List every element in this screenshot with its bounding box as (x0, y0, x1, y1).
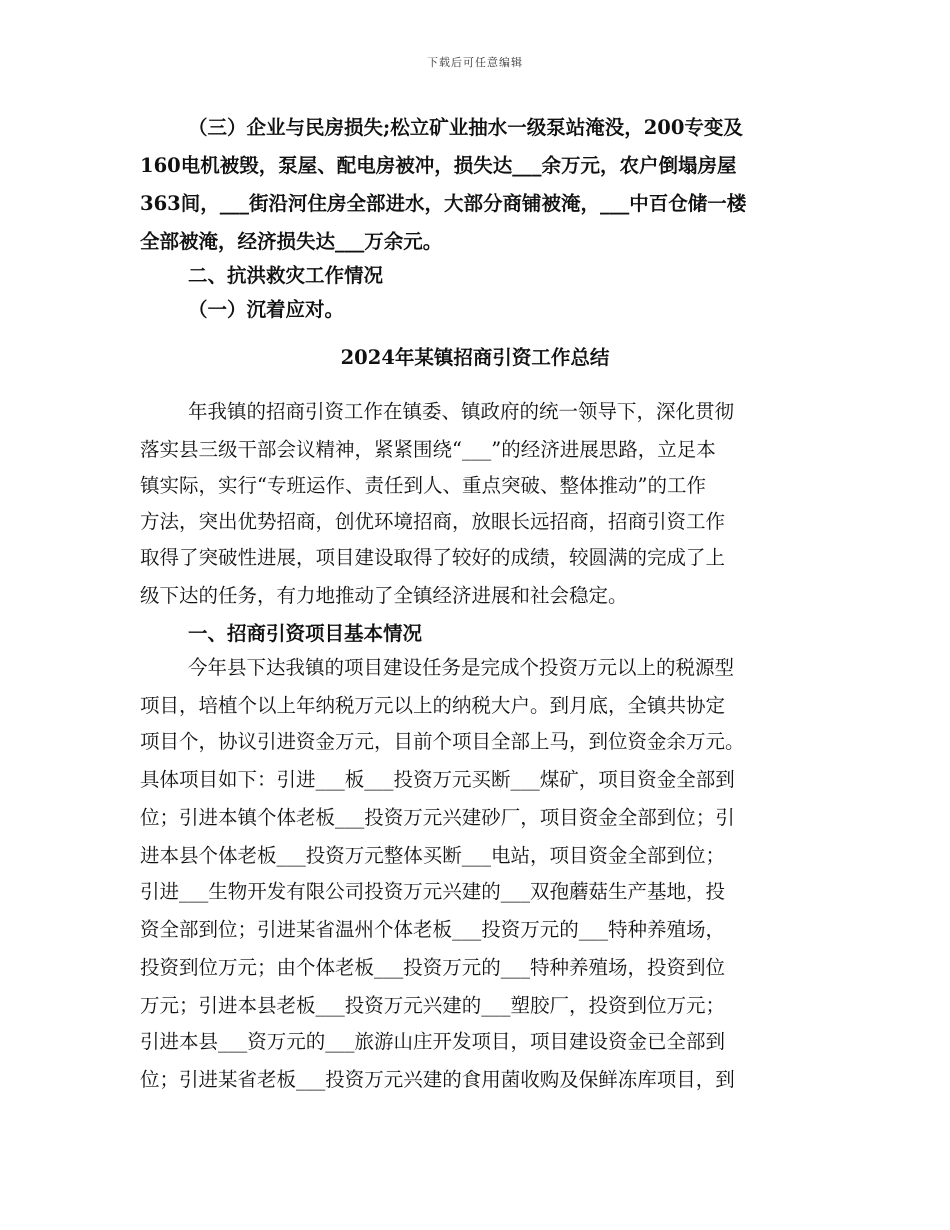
body-line-5: 取得了突破性进展，项目建设取得了较好的成绩，较圆满的完成了上 (140, 546, 726, 569)
body-line-14: 引进___生物开发有限公司投资万元兴建的___双孢蘑菇生产基地，投 (140, 880, 726, 903)
body-line-1: 年我镇的招商引资工作在镇委、镇政府的统一领导下，深化贯彻 (188, 400, 735, 423)
body-line-17: 万元；引进本县老板___投资万元兴建的___塑胶厂，投资到位万元； (140, 994, 726, 1017)
page-header: 下载后可任意编辑 (427, 56, 523, 69)
body-line-15: 资全部到位；引进某省温州个体老板___投资万元的___特种养殖场， (140, 918, 726, 941)
prev-line-4: 全部被淹，经济损失达___万余元。 (140, 230, 443, 253)
body-line-6: 级下达的任务，有力地推动了全镇经济进展和社会稳定。 (140, 584, 628, 607)
body-line-4: 方法，突出优势招商，创优环境招商，放眼长远招商，招商引资工作 (140, 510, 726, 533)
body-line-18: 引进本县___资万元的___旅游山庄开发项目，项目建设资金已全部到 (140, 1030, 726, 1053)
prev-line-2: 160电机被毁，泵屋、配电房被冲，损失达___余万元，农户倒塌房屋 (140, 154, 737, 177)
prev-subheading-1: （一）沉着应对。 (188, 298, 345, 321)
body-line-11: 具体项目如下：引进___板___投资万元买断___煤矿，项目资金全部到 (140, 768, 735, 791)
body-line-13: 进本县个体老板___投资万元整体买断___电站，项目资金全部到位； (140, 844, 726, 867)
body-line-19: 位；引进某省老板___投资万元兴建的食用菌收购及保鲜冻库项目，到 (140, 1068, 735, 1091)
body-line-12: 位；引进本镇个体老板___投资万元兴建砂厂，项目资金全部到位；引 (140, 806, 735, 829)
prev-line-3: 363间，___街沿河住房全部进水，大部分商铺被淹，___中百仓储一楼 (140, 192, 747, 215)
body-line-10: 项目个，协议引进资金万元，目前个项目全部上马，到位资金余万元。 (140, 730, 745, 753)
prev-line-1: （三）企业与民房损失;松立矿业抽水一级泵站淹没，200专变及 (188, 116, 743, 139)
body-line-3: 镇实际，实行“专班运作、责任到人、重点突破、整体推动”的工作 (140, 474, 706, 497)
body-line-9: 项目，培植个以上年纳税万元以上的纳税大户。到月底，全镇共协定 (140, 694, 726, 717)
section-heading-1: 一、招商引资项目基本情况 (188, 622, 423, 645)
doc-title: 2024年某镇招商引资工作总结 (340, 346, 610, 369)
body-line-2: 落实县三级干部会议精神，紧紧围绕“___”的经济进展思路，立足本 (140, 438, 716, 461)
body-line-16: 投资到位万元；由个体老板___投资万元的___特种养殖场，投资到位 (140, 956, 726, 979)
body-line-8: 今年县下达我镇的项目建设任务是完成个投资万元以上的税源型 (188, 656, 735, 679)
prev-heading-2: 二、抗洪救灾工作情况 (188, 264, 384, 287)
